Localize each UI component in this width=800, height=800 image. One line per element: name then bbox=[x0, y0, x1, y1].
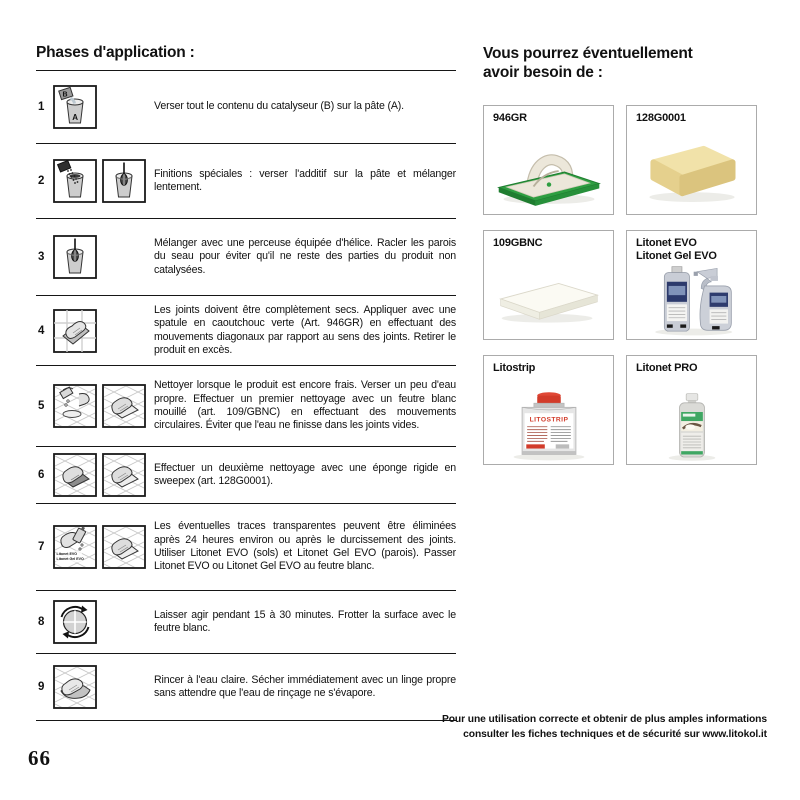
product-card-109gbnc bbox=[483, 230, 614, 340]
cleaner-bottles-image bbox=[634, 265, 750, 337]
product-code: 109GBNC bbox=[493, 237, 543, 249]
product-code: Litonet EVO Litonet Gel EVO bbox=[636, 237, 717, 263]
step-row-7 bbox=[36, 504, 456, 591]
tile-pad-icon bbox=[102, 453, 146, 497]
clock-rotate-icon bbox=[53, 600, 97, 644]
tile-water-icon bbox=[53, 384, 97, 428]
tile-sponge-icon bbox=[53, 453, 97, 497]
svg-text:LITOSTRIP: LITOSTRIP bbox=[529, 416, 568, 424]
white-felt-pad-image bbox=[491, 257, 607, 337]
product-code: Litostrip bbox=[493, 362, 536, 374]
cleaner-bottle-pro-image bbox=[634, 392, 750, 462]
product-code: Litonet PRO bbox=[636, 362, 698, 374]
tile-pad-icon bbox=[102, 525, 146, 569]
svg-text:B: B bbox=[62, 91, 68, 99]
step-row-9 bbox=[36, 654, 456, 721]
step-text: Nettoyer lorsque le produit est encore frais. Verser un peu d'eau propre. Effectuer un premier nettoyage avec un feutre blanc mouillé (art. 109/GBNC) en effectuant des mouvements circulaires. Éviter que l'eau ne finisse dans les joints vides. bbox=[154, 379, 456, 432]
products-needed-section bbox=[483, 44, 761, 465]
step-row-1 bbox=[36, 71, 456, 144]
step-number: 1 bbox=[38, 101, 45, 113]
tile-cloth-icon bbox=[53, 665, 97, 709]
step-text: Les éventuelles traces transparentes peuvent être éliminées après 24 heures environ ou après le durcissement des joints. Utiliser Litonet EVO (sols) et Litonet Gel EVO (parois). Passer Litonet EVO ou Litonet Gel EVO au feutre blanc. bbox=[154, 520, 456, 573]
step-number: 4 bbox=[38, 324, 45, 337]
stripper-can-image bbox=[491, 388, 607, 462]
green-rubber-float-image bbox=[491, 132, 607, 212]
product-grid bbox=[483, 105, 761, 465]
svg-text:Litonet Gel EVO: Litonet Gel EVO bbox=[56, 557, 84, 561]
tile-pad-icon bbox=[102, 384, 146, 428]
product-card-litonet-evo bbox=[626, 230, 757, 340]
product-code: 946GR bbox=[493, 112, 527, 124]
step-row-6 bbox=[36, 447, 456, 504]
product-code: 128G0001 bbox=[636, 112, 686, 124]
step-number: 6 bbox=[38, 469, 45, 481]
step-row-3 bbox=[36, 219, 456, 296]
product-card-litonet-pro bbox=[626, 355, 757, 465]
step-row-8 bbox=[36, 591, 456, 654]
product-card-litostrip bbox=[483, 355, 614, 465]
step-text: Mélanger avec une perceuse équipée d'hélice. Racler les parois du seau pour éviter qu'il ne reste des parties du produit non catalysées. bbox=[154, 236, 456, 276]
step-text: Laisser agir pendant 15 à 30 minutes. Frotter la surface avec le feutre blanc. bbox=[154, 608, 456, 634]
bucket-mixer-icon bbox=[102, 159, 146, 203]
step-text: Effectuer un deuxième nettoyage avec une éponge rigide en sweepex (art. 128G0001). bbox=[154, 461, 456, 487]
steps-list bbox=[36, 70, 456, 721]
product-card-128g0001 bbox=[626, 105, 757, 215]
step-number: 7 bbox=[38, 541, 45, 553]
bottle-drops-icon bbox=[53, 525, 97, 569]
tile-trowel-icon bbox=[53, 309, 97, 353]
page-number: 66 bbox=[28, 746, 51, 770]
step-text: Verser tout le contenu du catalyseur (B) sur la pâte (A). bbox=[154, 100, 404, 113]
step-number: 3 bbox=[38, 251, 45, 263]
left-section-title: Phases d'application : bbox=[36, 44, 195, 61]
footer-note: Pour une utilisation correcte et obtenir de plus amples informations consulter les fiches techniques et de sécurité sur www.litokol.it bbox=[441, 714, 767, 741]
bucket-catalyst-icon bbox=[53, 85, 97, 129]
step-text: Finitions spéciales : verser l'additif sur la pâte et mélanger lentement. bbox=[154, 167, 456, 193]
step-text: Les joints doivent être complètement secs. Appliquer avec une spatule en caoutchouc verte (Art. 946GR) en effectuant des mouvements diagonaux par rapport au sens des joints. Retirer le produit en excès. bbox=[154, 303, 456, 356]
step-number: 8 bbox=[38, 616, 45, 628]
step-text: Rincer à l'eau claire. Sécher immédiatement avec un linge propre sans attendre que l'eau de rinçage ne s'évapore. bbox=[154, 673, 456, 699]
step-number: 9 bbox=[38, 681, 45, 693]
right-section-title: Vous pourrez éventuellement avoir besoin de : bbox=[483, 45, 693, 81]
svg-text:A: A bbox=[72, 113, 78, 122]
application-phases-section bbox=[36, 44, 456, 721]
step-row-2 bbox=[36, 144, 456, 219]
bucket-powder-icon bbox=[53, 159, 97, 203]
step-number: 5 bbox=[38, 400, 45, 412]
bucket-mixer-icon bbox=[53, 235, 97, 279]
svg-text:Litonet EVO: Litonet EVO bbox=[56, 552, 78, 556]
yellow-sponge-image bbox=[634, 132, 750, 212]
step-row-5 bbox=[36, 366, 456, 447]
step-number: 2 bbox=[38, 175, 45, 187]
step-row-4 bbox=[36, 296, 456, 366]
product-card-946gr bbox=[483, 105, 614, 215]
